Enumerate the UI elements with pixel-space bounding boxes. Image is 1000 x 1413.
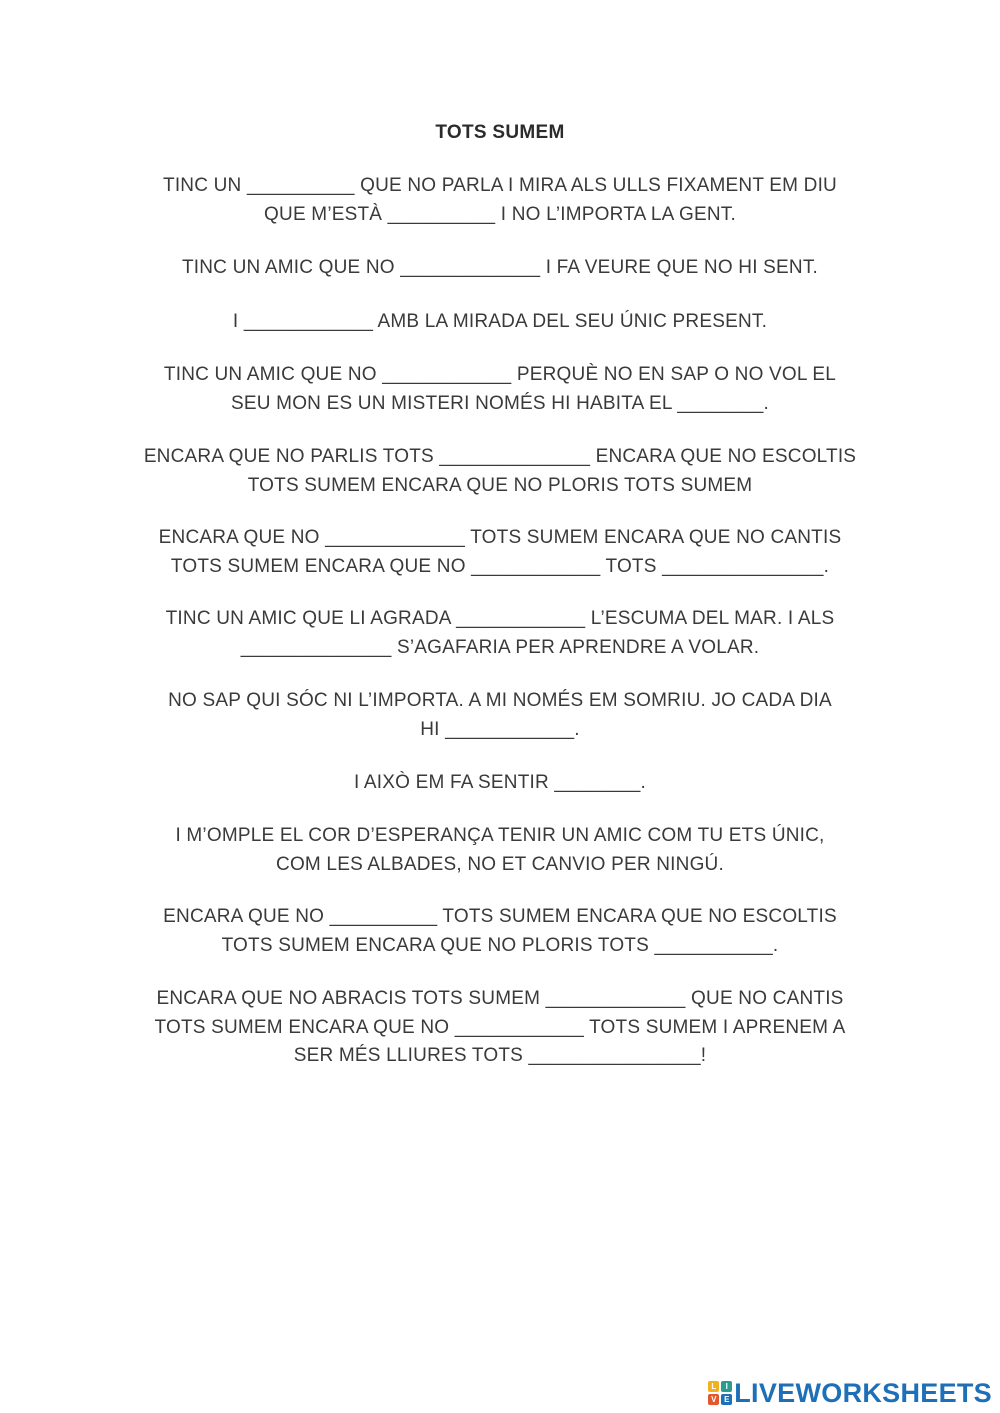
- logo-mark-cell: V: [708, 1394, 719, 1405]
- lyric-line: SER MÉS LLIURES TOTS ________________!: [293, 1045, 707, 1066]
- lyric-line: ENCARA QUE NO ABRACIS TOTS SUMEM _____________ QUE NO CANTIS: [156, 988, 844, 1009]
- lyric-line: QUE M’ESTÀ __________ I NO L’IMPORTA LA GENT.: [264, 203, 736, 225]
- lyric-line: TOTS SUMEM ENCARA QUE NO ____________ TOTS _______________.: [170, 555, 830, 577]
- logo-mark-icon: [708, 1381, 732, 1405]
- stanza: [100, 524, 900, 581]
- stanza: [100, 443, 900, 500]
- stanza: [100, 985, 900, 1071]
- logo-mark-cell: E: [721, 1394, 732, 1405]
- stanza: [100, 903, 900, 960]
- lyric-line: ENCARA QUE NO PARLIS TOTS ______________ ENCARA QUE NO ESCOLTIS: [143, 446, 857, 467]
- stanza: [100, 254, 900, 283]
- stanza: [100, 605, 900, 662]
- logo-mark-cell: L: [708, 1381, 719, 1392]
- stanza: [100, 361, 900, 418]
- lyric-line: SEU MON ES UN MISTERI NOMÉS HI HABITA EL ________.: [231, 392, 769, 414]
- stanza: [100, 822, 900, 879]
- logo-text: LIVEWORKSHEETS: [734, 1377, 992, 1408]
- stanza: [100, 172, 900, 229]
- lyric-line: NO SAP QUI SÓC NI L’IMPORTA. A MI NOMÉS EM SOMRIU. JO CADA DIA: [168, 690, 832, 711]
- stanza: [100, 308, 900, 337]
- lyric-line: ______________ S’AGAFARIA PER APRENDRE A VOLAR.: [240, 636, 760, 658]
- logo-mark-cell: I: [721, 1381, 732, 1392]
- page-title: TOTS SUMEM: [435, 122, 565, 143]
- lyric-line: I ____________ AMB LA MIRADA DEL SEU ÚNIC PRESENT.: [232, 311, 768, 332]
- lyric-line: ENCARA QUE NO _____________ TOTS SUMEM ENCARA QUE NO CANTIS: [158, 527, 842, 548]
- stanza: [100, 687, 900, 744]
- lyric-line: ENCARA QUE NO __________ TOTS SUMEM ENCARA QUE NO ESCOLTIS: [163, 906, 837, 927]
- lyric-line: HI ____________.: [420, 718, 580, 740]
- lyric-line: TINC UN AMIC QUE LI AGRADA ____________ L’ESCUMA DEL MAR. I ALS: [165, 608, 835, 629]
- lyric-line: COM LES ALBADES, NO ET CANVIO PER NINGÚ.: [276, 853, 724, 875]
- lyric-line: TOTS SUMEM ENCARA QUE NO PLORIS TOTS SUMEM: [247, 474, 753, 496]
- stanza: [100, 769, 900, 798]
- lyric-line: I AIXÒ EM FA SENTIR ________.: [354, 772, 646, 793]
- lyric-line: TINC UN AMIC QUE NO ____________ PERQUÈ NO EN SAP O NO VOL EL: [163, 364, 837, 385]
- lyric-line: TINC UN __________ QUE NO PARLA I MIRA ALS ULLS FIXAMENT EM DIU: [163, 175, 837, 196]
- lyric-line: TINC UN AMIC QUE NO _____________ I FA VEURE QUE NO HI SENT.: [181, 257, 819, 278]
- lyric-line: I M’OMPLE EL COR D’ESPERANÇA TENIR UN AMIC COM TU ETS ÚNIC,: [175, 825, 825, 846]
- liveworksheets-logo: [708, 1379, 992, 1407]
- lyric-line: TOTS SUMEM ENCARA QUE NO PLORIS TOTS ___________.: [221, 934, 779, 956]
- lyric-line: TOTS SUMEM ENCARA QUE NO ____________ TOTS SUMEM I APRENEM A: [154, 1016, 846, 1038]
